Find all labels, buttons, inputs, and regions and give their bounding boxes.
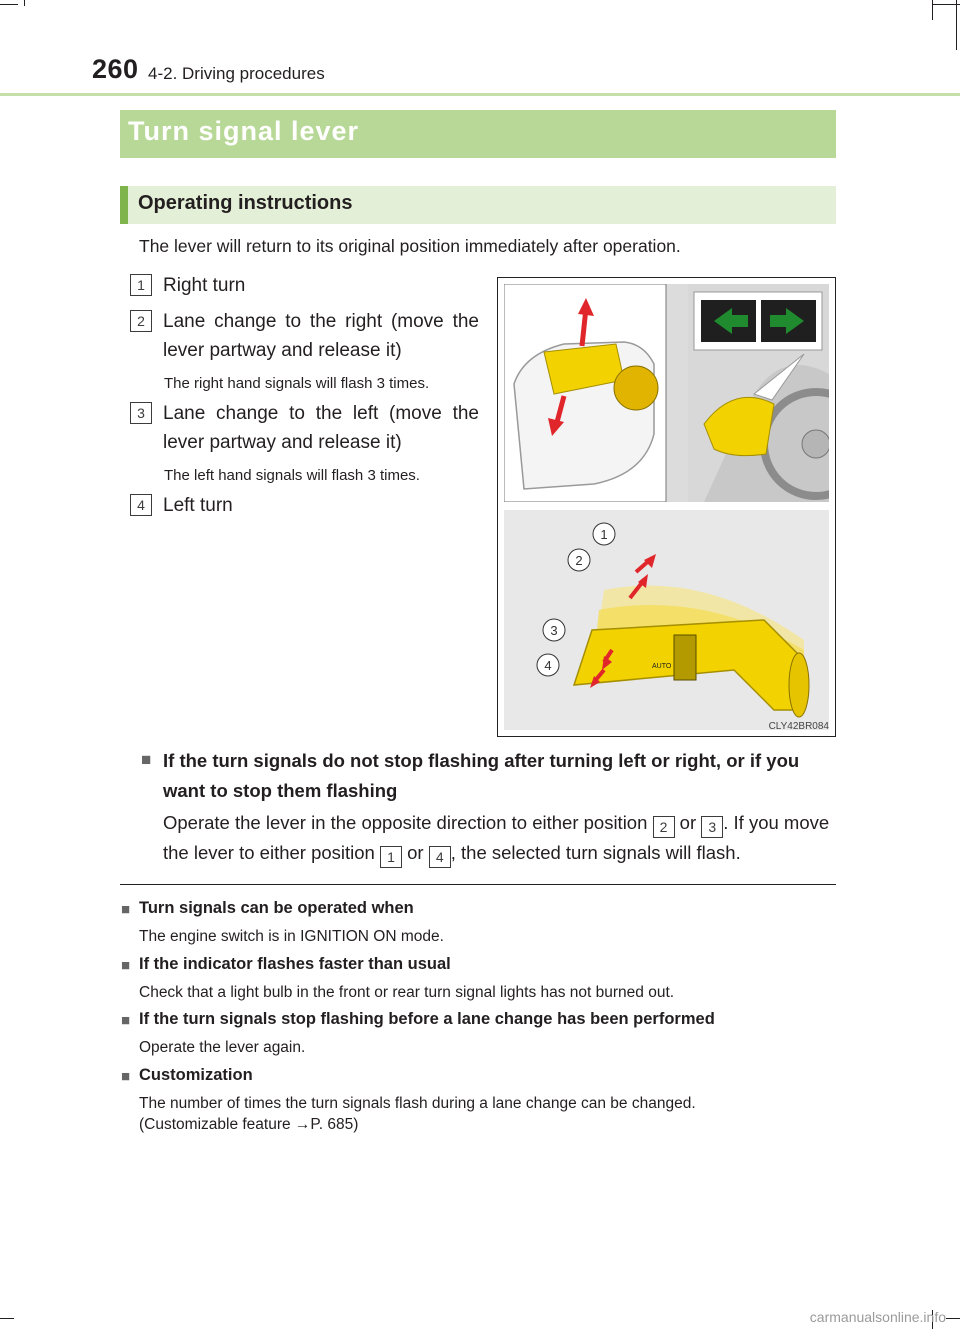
callout-number: 4	[130, 494, 152, 516]
dashboard-panel	[504, 284, 829, 502]
or-text: or	[407, 842, 424, 863]
question-body	[163, 808, 835, 868]
crop-mark	[932, 0, 933, 20]
crop-mark	[946, 1318, 960, 1319]
item-text: Right turn	[163, 275, 246, 296]
callout-2: 2	[575, 553, 583, 568]
callout-1: 1	[600, 527, 608, 542]
header-rule	[0, 93, 960, 96]
answer-text: , the selected turn signals will flash.	[450, 842, 741, 863]
crop-mark	[956, 0, 957, 50]
page-number: 260	[92, 54, 139, 84]
item-note: The left hand signals will flash 3 times.	[164, 467, 420, 484]
auto-label: AUTO	[652, 663, 672, 670]
footnote-body: The engine switch is in IGNITION ON mode.	[139, 928, 444, 945]
square-bullet: ■	[141, 750, 152, 769]
figure-code: CLY42BR084	[768, 721, 829, 732]
footnote-body: The number of times the turn signals flash during a lane change can be changed.	[139, 1095, 696, 1112]
callout-number: 1	[130, 274, 152, 296]
section-title: 4-2. Driving procedures	[148, 64, 325, 83]
footnote-body: Operate the lever again.	[139, 1039, 306, 1056]
question-heading: If the turn signals do not stop flashing after turning left or right, or if you want to stop them flashing	[163, 750, 800, 801]
callout-number: 3	[130, 402, 152, 424]
square-bullet: ■	[121, 1012, 131, 1029]
lever-drawing	[504, 510, 829, 730]
position-ref: 4	[429, 846, 451, 868]
crop-mark	[24, 0, 25, 6]
position-ref: 3	[701, 816, 723, 838]
subtitle: Operating instructions	[138, 192, 353, 214]
footnote-heading: If the turn signals stop flashing before a lane change has been performed	[139, 1010, 715, 1028]
item-text: Lane change to the left (move the lever partway and release it)	[163, 403, 479, 453]
item-text: Left turn	[163, 495, 233, 516]
page-title: Turn signal lever	[128, 116, 360, 146]
footnote-body: (Customizable feature →P. 685)	[139, 1116, 359, 1133]
position-ref: 1	[380, 846, 402, 868]
callout-number: 2	[130, 310, 152, 332]
footnote-heading: If the indicator flashes faster than usual	[139, 955, 451, 973]
crop-mark	[0, 4, 18, 5]
watermark: carmanualsonline.info	[809, 1309, 946, 1325]
square-bullet: ■	[121, 1068, 131, 1085]
crop-mark	[0, 1318, 14, 1319]
intro-text: The lever will return to its original position immediately after operation.	[139, 236, 681, 256]
footnote-heading: Customization	[139, 1066, 253, 1084]
turn-signal-illustration	[497, 277, 836, 737]
or-text: or	[679, 812, 697, 833]
callout-4: 4	[544, 658, 552, 673]
square-bullet: ■	[121, 901, 131, 918]
answer-text: Operate the lever in the opposite direction to either position	[163, 812, 648, 833]
answer-text: . If you move the lever to either position	[163, 812, 830, 863]
separator	[120, 884, 836, 885]
square-bullet: ■	[121, 957, 131, 974]
callout-3: 3	[550, 623, 558, 638]
footnote-body: Check that a light bulb in the front or rear turn signal lights has not burned out.	[139, 984, 675, 1001]
item-text: Lane change to the right (move the lever partway and release it)	[163, 311, 479, 361]
item-note: The right hand signals will flash 3 times.	[164, 375, 430, 392]
position-ref: 2	[653, 816, 675, 838]
lever-positions-panel	[504, 510, 829, 730]
footnote-heading: Turn signals can be operated when	[139, 899, 414, 917]
dashboard-drawing	[504, 284, 829, 502]
